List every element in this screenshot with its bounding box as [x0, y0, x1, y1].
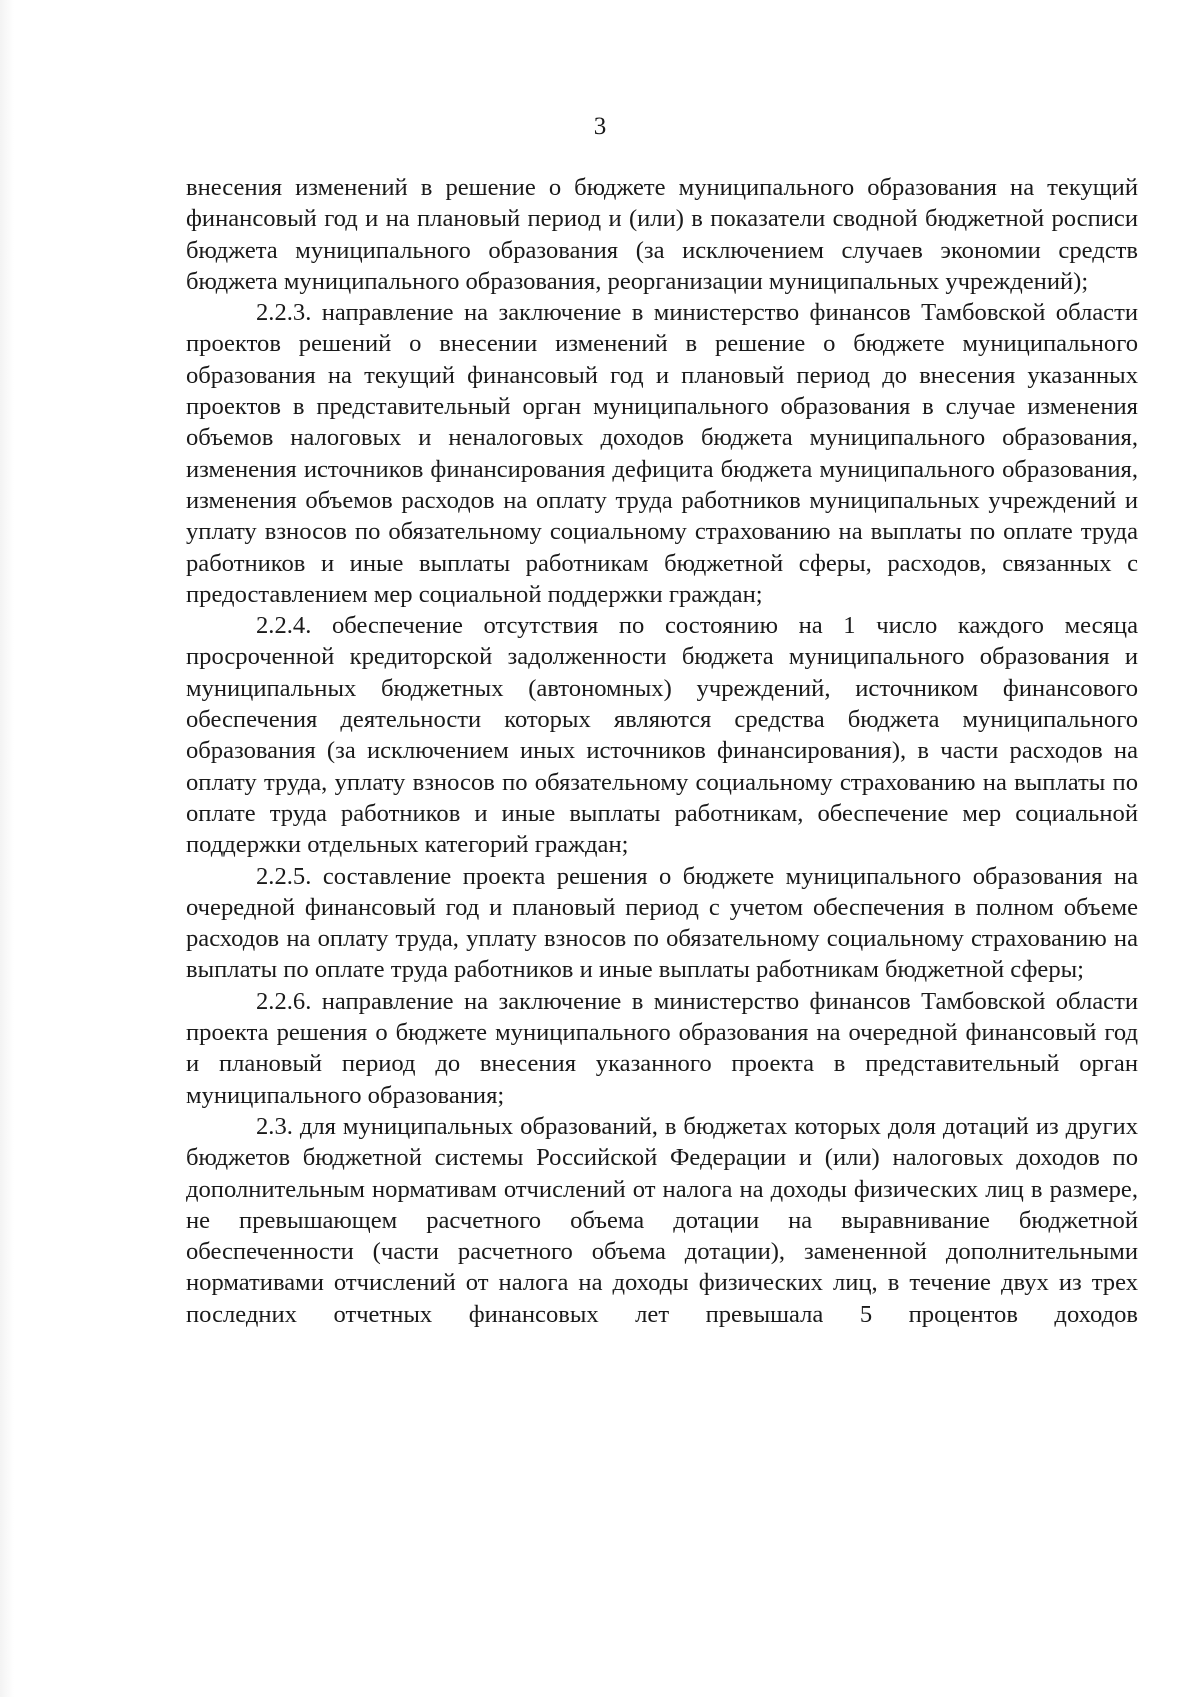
paragraph-2-3: 2.3. для муниципальных образований, в бюджетах которых доля дотаций из других бюджетов бюджетной системы Российской Федерации и (или) налоговых доходов по дополнительным нормативам отчислений от налога на доходы физических лиц в размере, не превышающем расчетного объема дотации на выравнивание бюджетной обеспеченности (части расчетного объема дотации), замененной дополнительными нормативами отчислений от налога на доходы физических лиц, в течение двух из трех последних отчетных финансовых лет превышала 5 процентов доходов — [186, 1112, 1138, 1328]
paragraph-2-2-5: 2.2.5. составление проекта решения о бюджете муниципального образования на очередной финансовый год и плановый период с учетом обеспечения в полном объеме расходов на оплату труда, уплату взносов по обязательному социальному страхованию на выплаты по оплате труда работников и иные выплаты работникам бюджетной сферы; — [186, 862, 1138, 984]
document-body — [186, 172, 1138, 1330]
paragraph-2-2-6: 2.2.6. направление на заключение в министерство финансов Тамбовской области проекта решения о бюджете муниципального образования на очередной финансовый год и плановый период до внесения указанного проекта в представительный орган муниципального образования; — [186, 987, 1138, 1109]
paragraph-continuation: внесения изменений в решение о бюджете муниципального образования на текущий финансовый год и на плановый период и (или) в показатели сводной бюджетной росписи бюджета муниципального образования (за исключением случаев экономии средств бюджета муниципального образования, реорганизации муниципальных учреждений); — [186, 174, 1138, 295]
paragraph-2-2-3: 2.2.3. направление на заключение в министерство финансов Тамбовской области проектов решений о внесении изменений в решение о бюджете муниципального образования на текущий финансовый год и плановый период до внесения указанных проектов в представительный орган муниципального образования в случае изменения объемов налоговых и неналоговых доходов бюджета муниципального образования, изменения источников финансирования дефицита бюджета муниципального образования, изменения объемов расходов на оплату труда работников муниципальных учреждений и уплату взносов по обязательному социальному страхованию на выплаты по оплате труда работников и иные выплаты работникам бюджетной сферы, расходов, связанных с предоставлением мер социальной поддержки граждан; — [186, 299, 1138, 608]
page-number: 3 — [593, 113, 607, 140]
scan-edge-shadow — [0, 0, 14, 1697]
paragraph-2-2-4: 2.2.4. обеспечение отсутствия по состоянию на 1 число каждого месяца просроченной кредиторской задолженности бюджета муниципального образования и муниципальных бюджетных (автономных) учреждений, источником финансового обеспечения деятельности которых являются средства бюджета муниципального образования (за исключением иных источников финансирования), в части расходов на оплату труда, уплату взносов по обязательному социальному страхованию на выплаты по оплате труда работников и иные выплаты работникам, обеспечение мер социальной поддержки отдельных категорий граждан; — [186, 612, 1138, 859]
